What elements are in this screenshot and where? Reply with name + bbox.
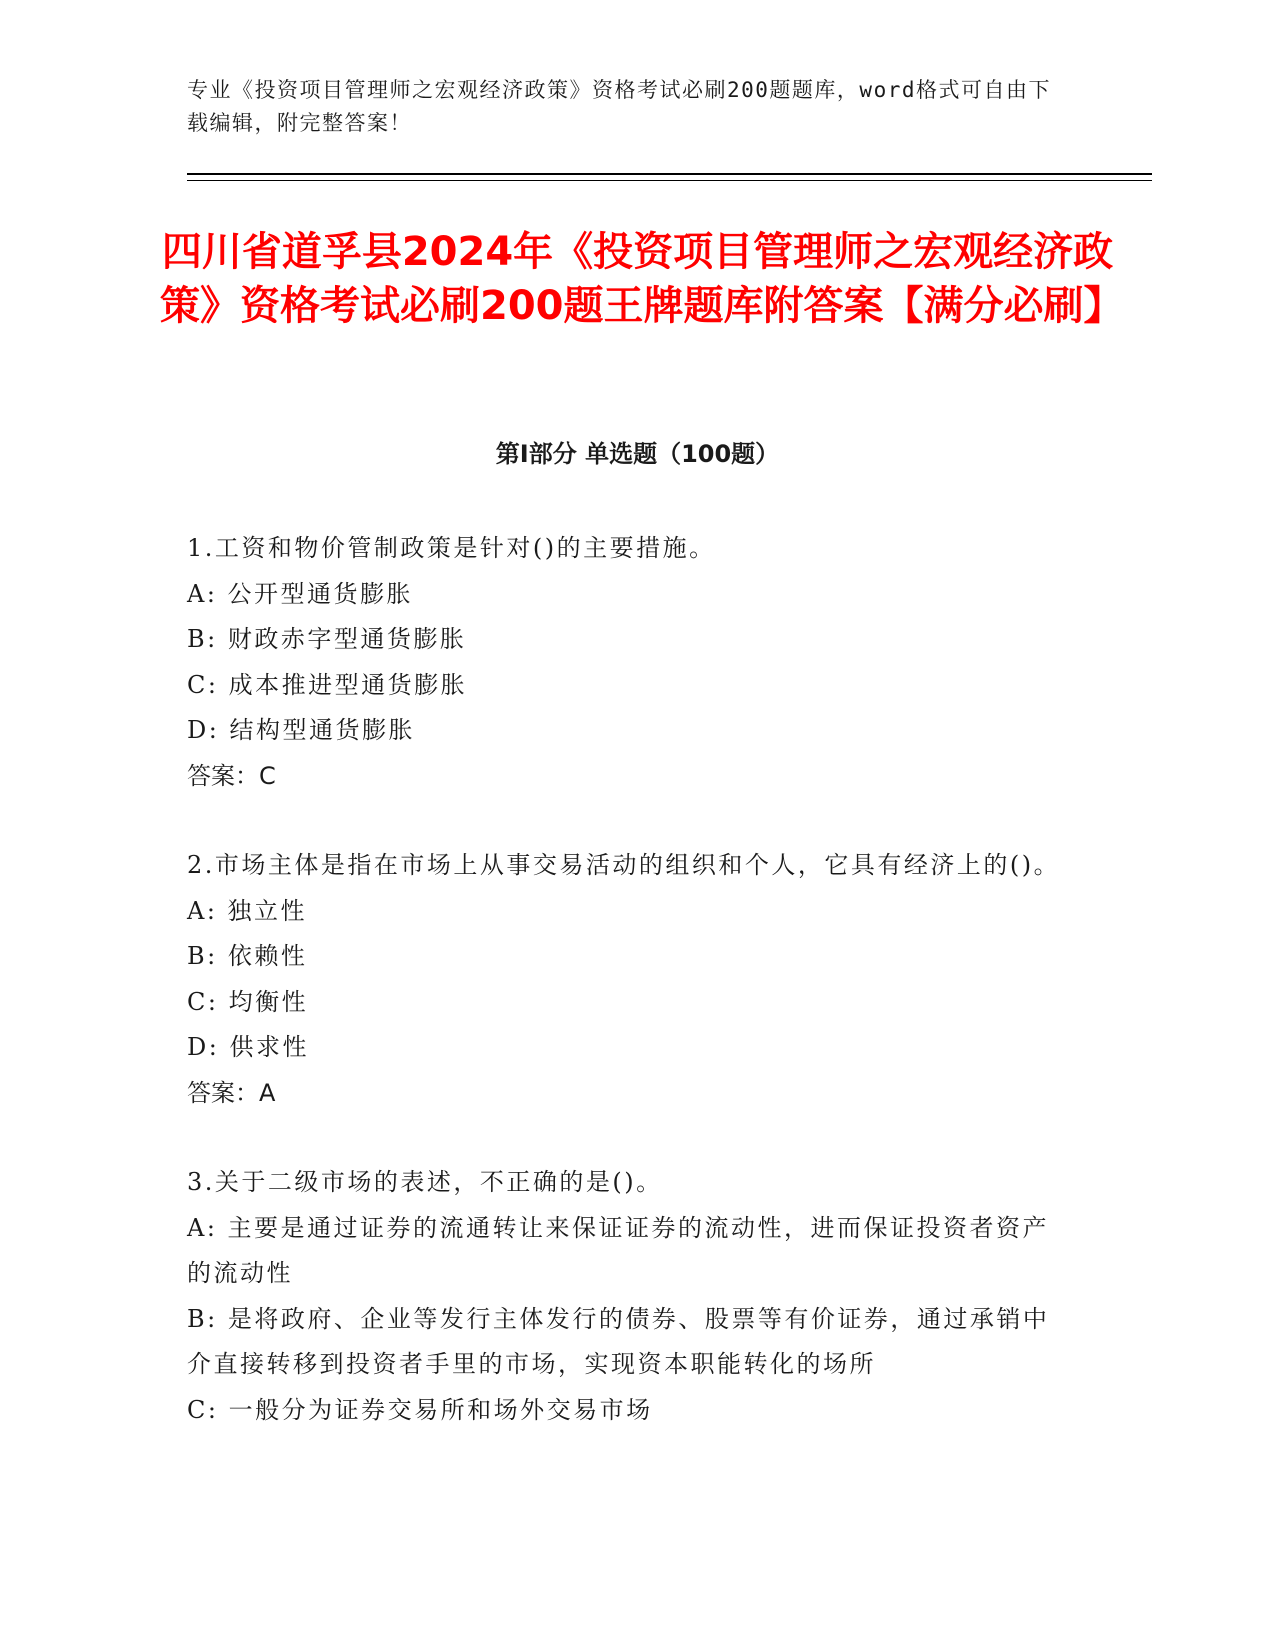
question-2 <box>187 843 1067 1116</box>
header-note: 专业《投资项目管理师之宏观经济政策》资格考试必刷200题题库，word格式可自由下载编辑，附完整答案！ <box>187 78 1051 135</box>
question-stem: 2.市场主体是指在市场上从事交易活动的组织和个人，它具有经济上的()。 <box>187 851 1061 879</box>
option-c: C: 成本推进型通货膨胀 <box>187 670 468 699</box>
option-d: D: 供求性 <box>187 1033 309 1061</box>
option-c: C: 一般分为证券交易所和场外交易市场 <box>187 1395 653 1424</box>
question-stem: 3.关于二级市场的表述，不正确的是()。 <box>187 1168 663 1196</box>
option-c: C: 均衡性 <box>187 987 309 1016</box>
answer-line: 答案：C <box>187 761 276 790</box>
option-b: B: 依赖性 <box>187 942 308 970</box>
header-rule-thin <box>187 180 1152 181</box>
question-1 <box>187 526 1067 799</box>
question-stem: 1.工资和物价管制政策是针对()的主要措施。 <box>187 534 716 562</box>
option-d: D: 结构型通货膨胀 <box>187 716 415 744</box>
header-rule-thick <box>187 173 1152 175</box>
option-a: A: 独立性 <box>187 896 308 925</box>
option-a: A: 公开型通货膨胀 <box>187 579 414 608</box>
document-title: 四川省道孚县2024年《投资项目管理师之宏观经济政策》资格考试必刷200题王牌题库附答案【满分必刷】 <box>160 229 1124 329</box>
question-3 <box>187 1160 1067 1433</box>
answer-line: 答案：A <box>187 1078 276 1107</box>
option-a: A: 主要是通过证券的流通转让来保证证券的流动性，进而保证投资者资产的流动性 <box>187 1213 1050 1287</box>
section-heading: 第I部分 单选题（100题） <box>495 440 780 468</box>
question-list <box>187 526 1067 1477</box>
option-b: B: 财政赤字型通货膨胀 <box>187 625 467 653</box>
option-b: B: 是将政府、企业等发行主体发行的债券、股票等有价证券，通过承销中介直接转移到投资者手里的市场，实现资本职能转化的场所 <box>187 1304 1050 1378</box>
